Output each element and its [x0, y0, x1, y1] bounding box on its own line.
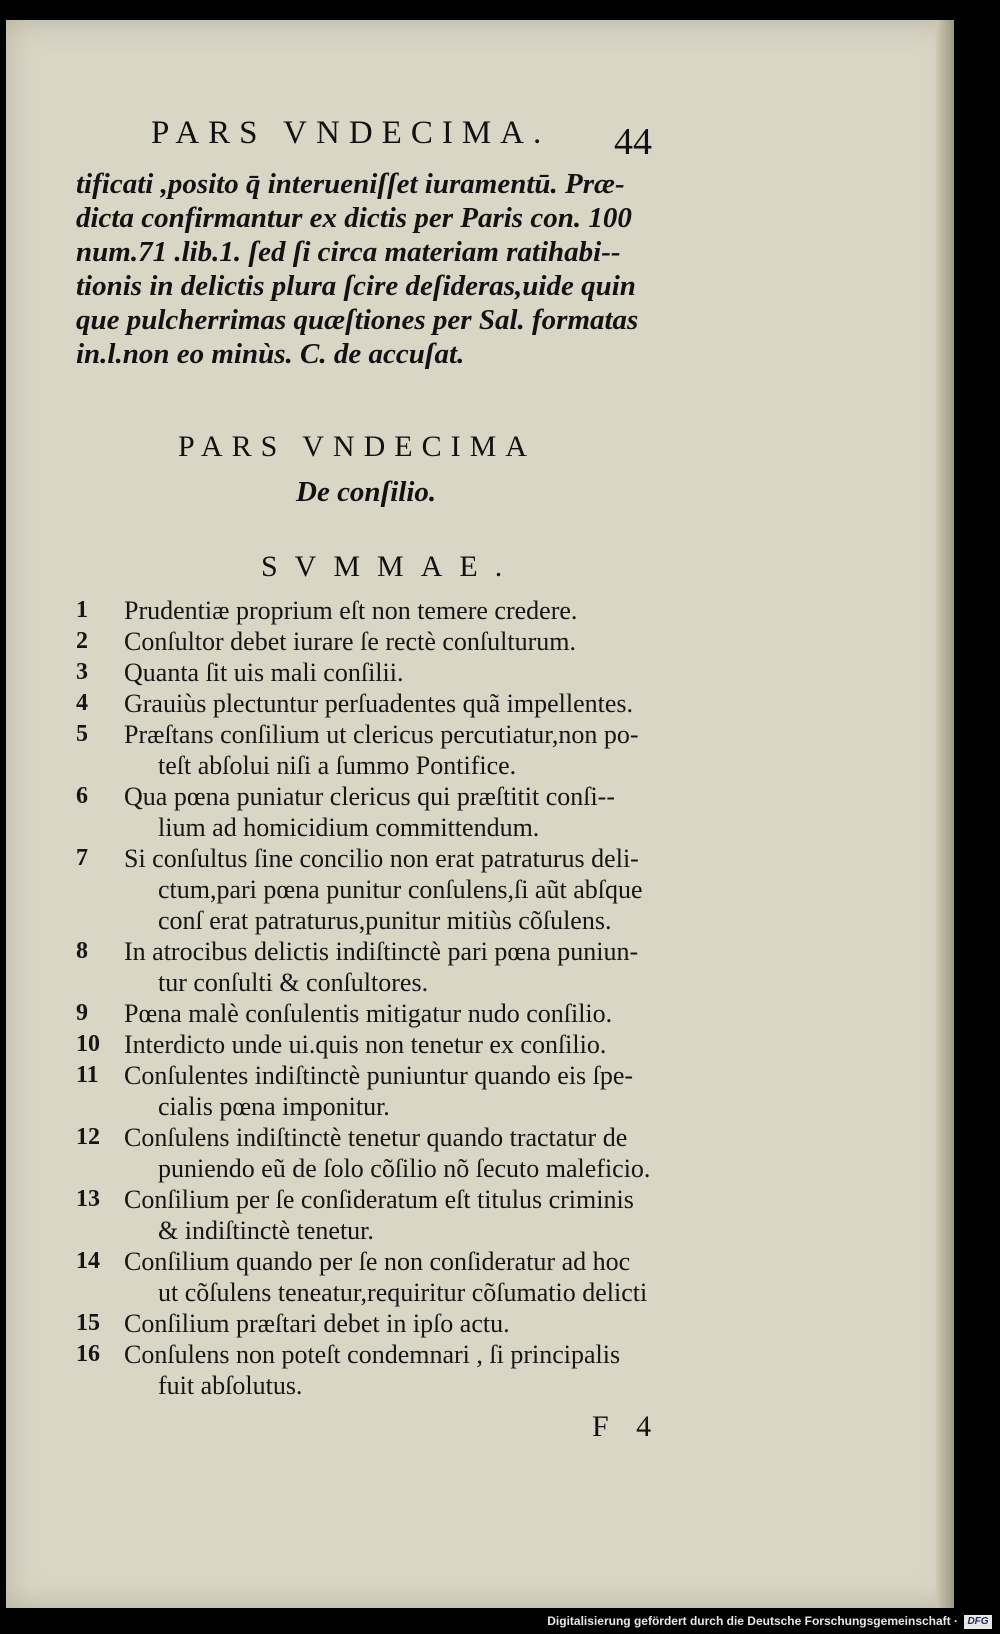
summary-item-number: 16	[76, 1341, 100, 1367]
summary-item	[76, 657, 776, 688]
summary-item-line: ctum,pari pœna punitur conſulens,ſi aũt abſque	[158, 875, 643, 904]
summary-item	[76, 998, 776, 1029]
summary-item-number: 8	[76, 938, 88, 964]
summary-item-number: 5	[76, 721, 88, 747]
summary-item-line: In atrocibus delictis indiſtinctè pari pœna puniun-	[124, 937, 639, 966]
summary-item	[76, 1029, 776, 1060]
summary-item	[76, 1246, 776, 1308]
running-head: PARS VNDECIMA.	[151, 115, 551, 151]
summary-item-number: 3	[76, 659, 88, 685]
summary-item-number: 6	[76, 783, 88, 809]
summary-item	[76, 688, 776, 719]
summary-item-number: 12	[76, 1124, 100, 1150]
summary-item-line: Si conſultus ſine concilio non erat patraturus deli-	[124, 844, 639, 873]
summary-item-line: Præſtans conſilium ut clericus percutiatur,non po-	[124, 720, 639, 749]
summary-item-line: Conſultor debet iurare ſe rectè conſulturum.	[124, 627, 576, 656]
continuation-line: tionis in delictis plura ſcire deſideras,uide quin	[76, 270, 636, 302]
summary-item-line: teſt abſolui niſi a ſummo Pontifice.	[158, 751, 517, 780]
summary-item-line: Quanta ſit uis mali conſilii.	[124, 658, 404, 687]
continuation-line: dicta confirmantur ex dictis per Paris con. 100	[76, 202, 632, 234]
digitization-footer	[0, 1610, 1000, 1634]
summary-item-line: conſ erat patraturus,punitur mitiùs cõſulens.	[158, 906, 612, 935]
continuation-line: num.71 .lib.1. ſed ſi circa materiam ratihabi--	[76, 236, 621, 268]
footer-credit: Digitalisierung gefördert durch die Deutsche Forschungsgemeinschaft ·	[547, 1614, 958, 1628]
summary-item	[76, 1339, 776, 1401]
summary-item-line: Pœna malè conſulentis mitigatur nudo conſilio.	[124, 999, 613, 1028]
summary-item-line: ut cõſulens teneatur,requiritur cõſumatio delicti	[158, 1278, 648, 1307]
section-subtitle: De conſilio.	[296, 476, 437, 508]
summary-item	[76, 781, 776, 843]
summary-item	[76, 719, 776, 781]
summary-item-number: 4	[76, 690, 88, 716]
summary-item-number: 2	[76, 628, 88, 654]
summary-item	[76, 936, 776, 998]
summary-item	[76, 626, 776, 657]
section-title: PARS VNDECIMA	[178, 430, 536, 463]
summary-item-line: cialis pœna imponitur.	[158, 1092, 390, 1121]
summary-item-line: Grauiùs plectuntur perſuadentes quã impellentes.	[124, 689, 634, 718]
continuation-line: que pulcherrimas quæſtiones per Sal. formatas	[76, 304, 639, 336]
summary-item	[76, 843, 776, 936]
summary-item-number: 15	[76, 1310, 100, 1336]
summary-item-line: Conſilium quando per ſe non conſideratur ad hoc	[124, 1247, 631, 1276]
summary-item-line: Conſilium præſtari debet in ipſo actu.	[124, 1309, 510, 1338]
summary-item	[76, 1122, 776, 1184]
summary-item-line: Conſulens indiſtinctè tenetur quando tractatur de	[124, 1123, 628, 1152]
signature-mark: F 4	[592, 1410, 652, 1443]
summary-item-number: 9	[76, 1000, 88, 1026]
continuation-line: tificati ,posito q̄ interueniſſet iuramentū. Præ-	[76, 168, 625, 200]
summary-list	[76, 595, 776, 1401]
continuation-text	[76, 167, 716, 371]
summary-item-number: 1	[76, 597, 88, 623]
summary-item	[76, 1308, 776, 1339]
dfg-logo-icon: DFG	[964, 1615, 992, 1629]
continuation-line: in.l.non eo minùs. C. de accuſat.	[76, 338, 465, 370]
summary-item-number: 14	[76, 1248, 100, 1274]
summary-item-line: & indiſtinctè tenetur.	[158, 1216, 374, 1245]
summary-item-line: Interdicto unde ui.quis non tenetur ex conſilio.	[124, 1030, 607, 1059]
summary-item-line: Conſilium per ſe conſideratum eſt titulus criminis	[124, 1185, 634, 1214]
summary-item	[76, 1060, 776, 1122]
summary-item-number: 10	[76, 1031, 100, 1057]
summary-item-number: 11	[76, 1062, 99, 1088]
summary-item-line: puniendo eũ de ſolo cõſilio nõ ſecuto maleficio.	[158, 1154, 651, 1183]
summary-item-line: Prudentiæ proprium eſt non temere credere.	[124, 596, 578, 625]
page-number: 44	[614, 121, 652, 163]
summary-item-line: Conſulentes indiſtinctè puniuntur quando eis ſpe-	[124, 1061, 634, 1090]
book-page	[6, 20, 954, 1608]
summary-item-line: lium ad homicidium committendum.	[158, 813, 540, 842]
summary-item-line: Conſulens non poteſt condemnari , ſi principalis	[124, 1340, 621, 1369]
summary-item	[76, 595, 776, 626]
summary-item-number: 13	[76, 1186, 100, 1212]
summary-item-line: fuit abſolutus.	[158, 1371, 303, 1400]
summae-heading: SVMMAE.	[261, 550, 520, 583]
summary-item-line: tur conſulti & conſultores.	[158, 968, 429, 997]
page-edge-shadow	[936, 20, 954, 1608]
summary-item	[76, 1184, 776, 1246]
summary-item-line: Qua pœna puniatur clericus qui præſtitit conſi--	[124, 782, 615, 811]
summary-item-number: 7	[76, 845, 88, 871]
